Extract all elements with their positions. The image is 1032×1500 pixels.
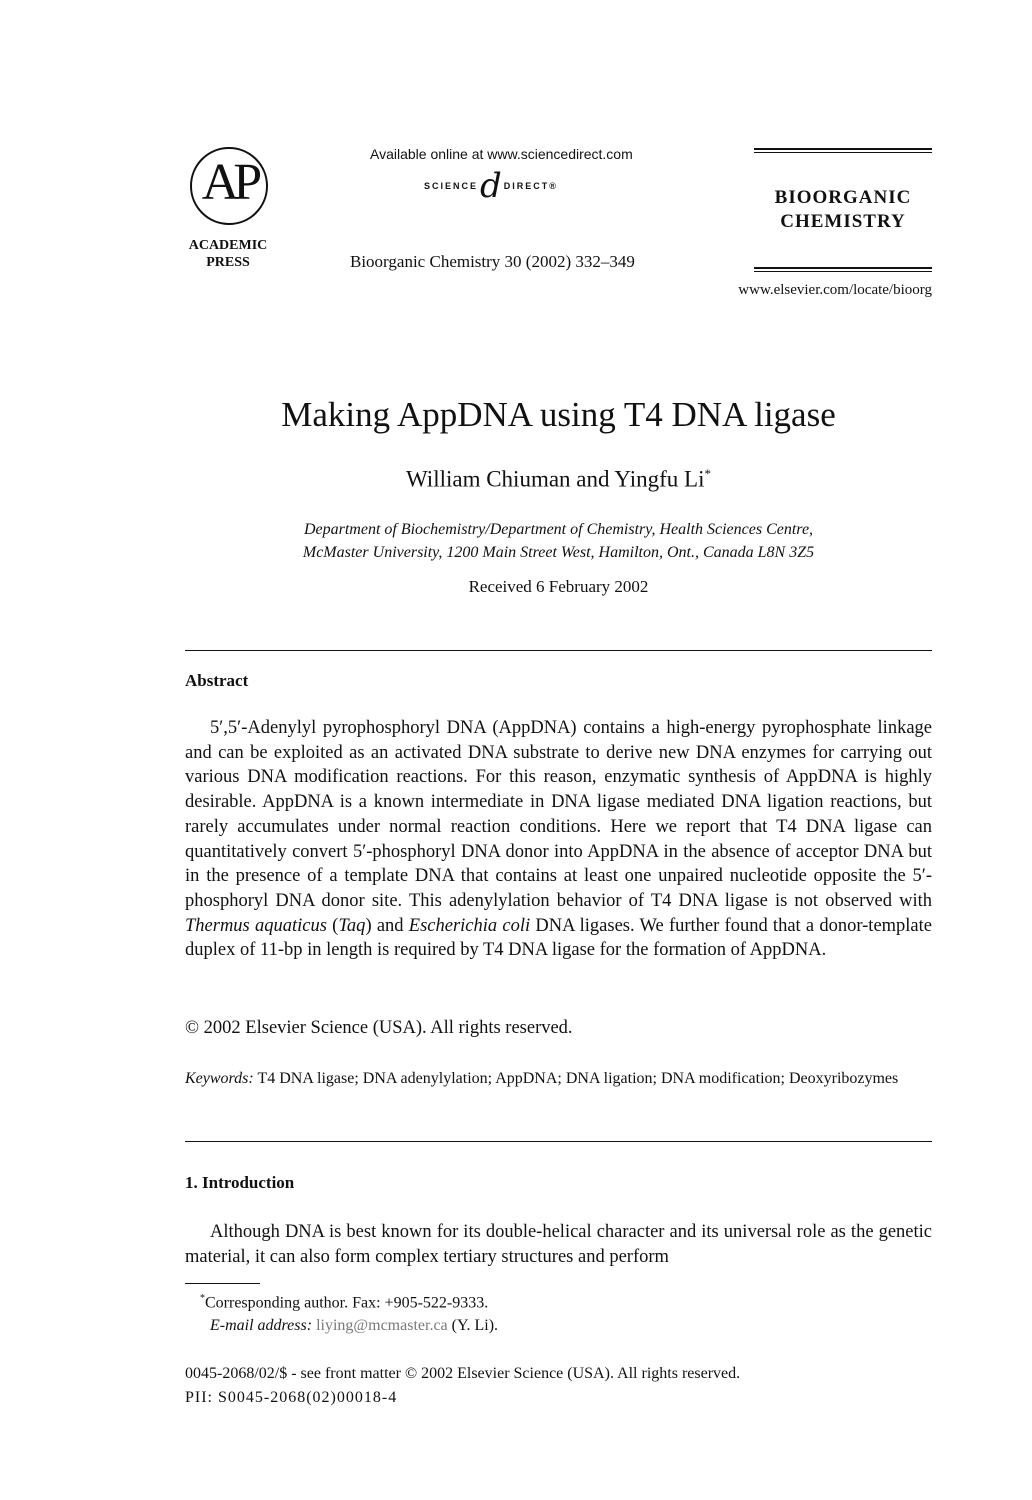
abstract-text-part2: DNA ligases. We further found that a donor-template duplex of 11-bp in length is required by T4 DNA ligase for the formation of AppDNA. [185, 915, 932, 961]
keywords-label: Keywords: [185, 1070, 254, 1087]
journal-url[interactable]: www.elsevier.com/locate/bioorg [738, 282, 932, 298]
abstract-heading: Abstract [185, 671, 249, 690]
paren-open: ( [326, 915, 339, 936]
affiliation-line2: McMaster University, 1200 Main Street West, Hamilton, Ont., Canada L8N 3Z5 [302, 544, 815, 561]
article-title: Making AppDNA using T4 DNA ligase [281, 395, 836, 434]
keywords-text: T4 DNA ligase; DNA adenylylation; AppDNA; DNA ligation; DNA modification; Deoxyribozymes [253, 1070, 899, 1087]
publisher-logo [186, 145, 276, 277]
sciencedirect-mark: d [480, 166, 502, 206]
species-2: Escherichia coli [408, 915, 531, 936]
author-names: William Chiuman and Yingfu Li [406, 466, 705, 492]
affiliation-line1: Department of Biochemistry/Department of Chemistry, Health Sciences Centre, [303, 521, 814, 538]
footnote-rule [185, 1283, 260, 1284]
abstract-copyright: © 2002 Elsevier Science (USA). All rights reserved. [185, 1018, 573, 1038]
footnote-mark: * [200, 1293, 205, 1304]
masthead-top-rule [754, 148, 932, 153]
sciencedirect-left: SCIENCE [424, 181, 479, 191]
email-link[interactable]: liying@mcmaster.ca [316, 1317, 448, 1334]
abstract-text-part1: 5′,5′-Adenylyl pyrophosphoryl DNA (AppDNA) contains a high-energy pyrophosphate linkage and can be exploited as an activated DNA substrate to derive new DNA enzymes for carrying out various DNA modification reactions. For this reason, enzymatic synthesis of AppDNA is highly desirable. AppDNA is a known intermediate in DNA ligase mediated DNA ligation reactions, but rarely accumulates under normal reaction conditions. Here we report that T4 DNA ligase can quantitatively convert 5′-phosphoryl DNA donor into AppDNA in the absence of acceptor DNA but in the presence of a template DNA that contains at least one unpaired nucleotide opposite the 5′-phosphoryl DNA donor site. This adenylylation behavior of T4 DNA ligase is not observed with [185, 718, 932, 911]
front-matter-line: 0045-2068/02/$ - see front matter © 2002 Elsevier Science (USA). All rights reserved. [185, 1365, 741, 1382]
publisher-name [182, 237, 274, 271]
corresponding-text: Corresponding author. Fax: +905-522-9333. [205, 1294, 489, 1312]
paren-close-and: ) and [365, 915, 409, 936]
species-1: Thermus aquaticus [185, 915, 327, 936]
pii-line: PII: S0045-2068(02)00018-4 [185, 1389, 398, 1406]
received-date: Received 6 February 2002 [468, 577, 649, 596]
divider-top [185, 650, 932, 651]
article-authors [0, 466, 1032, 493]
affiliation [0, 518, 1032, 564]
introduction-heading: 1. Introduction [185, 1173, 295, 1192]
divider-bottom [185, 1141, 932, 1142]
abstract-body [185, 716, 932, 963]
species-1-abbrev: Taq [338, 915, 366, 936]
journal-citation: Bioorganic Chemistry 30 (2002) 332–349 [350, 252, 635, 271]
author-mark[interactable]: * [704, 466, 711, 481]
journal-masthead [754, 148, 932, 272]
available-online-text[interactable]: Available online at www.sciencedirect.com [370, 146, 633, 162]
email-label: E-mail address: [210, 1317, 313, 1334]
sciencedirect-logo [424, 168, 558, 204]
publisher-name-line1: ACADEMIC [188, 238, 268, 253]
journal-name [754, 186, 932, 234]
keywords [185, 1068, 932, 1090]
logo-letters: AP [201, 154, 257, 211]
footnote-email [210, 1317, 498, 1335]
email-suffix: (Y. Li). [447, 1317, 499, 1334]
masthead-bottom-rule [754, 267, 932, 272]
journal-name-line2: CHEMISTRY [780, 211, 906, 232]
publisher-name-line2: PRESS [206, 255, 250, 270]
introduction-body: Although DNA is best known for its double-helical character and its universal role as the genetic material, it can also form complex tertiary structures and perform [185, 1222, 932, 1267]
journal-name-line1: BIOORGANIC [774, 187, 912, 208]
footnote-corresponding [200, 1293, 488, 1312]
sciencedirect-right: DIRECT® [503, 181, 558, 191]
